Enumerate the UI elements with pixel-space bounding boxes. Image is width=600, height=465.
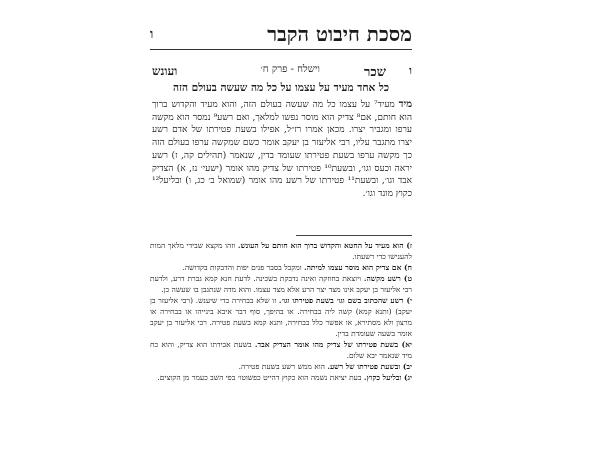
footnote bbox=[150, 372, 412, 383]
siman-number: ו bbox=[409, 64, 412, 77]
main-text-body: מעיד⁷ על עצמו כל מה שעשה בעולם הזה, והוא מעיד והקדוש ברוך הוא חותם, אם⁸ צדיק הוא מוסר נפשו למלאך, ואם רשע⁹ נמסר הוא מקשה ערפו ומגביר יצרו. מכאן אמרו רז״ל, אפילו בשעת פטירתו של אדם רשע יצרו מתגבר עליו, רבי אליעזר בן יעקב אומר כשם שמקשה ערפו בעולם הזה כך מקשה ערפו בשעת פטירתו שעומד בדין, שנאמר (תהילים קה, ז) רשע יראה וכעס וגו׳, ובשעת¹⁰ פטירתו של צדיק מהו אומר (ישעי׳ נז, א) הצדיק אבד וגו׳, ובשעת¹¹ פטירתו של רשע מהו אומר (שמואל ב׳ כג, ו) ובליעל¹² כקוץ מונד וגו׳. bbox=[152, 100, 413, 199]
page-title: מסכת חיבוט הקבר bbox=[267, 22, 412, 46]
footnotes bbox=[150, 240, 412, 383]
footnote bbox=[150, 361, 412, 372]
footnote-text: הוא ממש רשע בשעת פטירה. bbox=[238, 362, 328, 371]
chapter-title: כל אחד מעיד על עצמו על כל מה שעשה בעולם הזה bbox=[173, 82, 389, 94]
footnote bbox=[150, 273, 412, 295]
source-reference: וישלח - פרק ח׳ bbox=[260, 64, 320, 75]
footnote-text: בעת יציאת נשמה הוא כקוץ דהייט כפשוטו׳ בפי השב כעמר מן הקוצים. bbox=[157, 373, 364, 382]
page-number: ו bbox=[150, 27, 154, 42]
section-label: שכר bbox=[364, 65, 386, 80]
footnote-text: בשעת אבידתו הוא צדיק, והוא כח מיד שנאמר יבא שלום. bbox=[150, 340, 412, 360]
section-subhead bbox=[152, 64, 412, 82]
section-label-right: ועונש bbox=[152, 64, 178, 78]
main-text-lead: מיד bbox=[398, 99, 413, 110]
footnote-text: ויוצאת בחוזקה ואינה נדבקת בשכינה. לדעת חנא קמא גברת דרע, ולדעת רבי אליעזר בן יעקב אינו מצד יצר הרע אלא מצד עצמו. והוא מדה שנתגבן בו שעשה כן. bbox=[150, 274, 412, 294]
footnote-label: יג) ובליעל כקוץ. bbox=[363, 373, 412, 382]
footnote-text: וזהו מקצא שבידי מלאך המות להענישו כדי רשעתו. bbox=[150, 241, 412, 261]
footnote bbox=[150, 262, 412, 273]
footnote-label: ח) אם צדיק הוא מוסר עצמו למיתה. bbox=[304, 263, 412, 272]
page-header bbox=[150, 22, 412, 48]
header-divider bbox=[150, 49, 412, 50]
footnote-text: ומקבל בסבר פנים יפות והדבקות בקדושה. bbox=[182, 263, 304, 272]
footnote-divider bbox=[296, 235, 412, 236]
footnote-label: יא) בשעת פטירתו של צדיק מהו אומר הצדיק אבד. bbox=[254, 340, 412, 349]
footnote bbox=[150, 295, 412, 339]
footnote-text: זו שלא בבחירה כדי שיענש. (רבי אליעזר בן יעקב) (ותנא קמא) קשה ליה בבחירה. או בהיפך, סוף דבר איבא בינייהו או בבחירה או מרצון ולא מסתירא, או אפשר כלל בבחירה, ותנא קמא בשעת פטירה. רבי אליעזר בן יעקב אומר בשעה שעומדת בדין. bbox=[150, 296, 412, 338]
footnote-label: י) רשע שהכתוב בשם וגו׳ בשעת פטירתו וגו׳. bbox=[278, 296, 413, 305]
footnote bbox=[150, 240, 412, 262]
main-text bbox=[152, 99, 412, 201]
footnote-label: ז) הוא מעיד על החטא והקדוש ברוך הוא חותם על העונש. bbox=[237, 241, 412, 250]
footnote-label: ט) רשע מקשה. bbox=[363, 274, 412, 283]
footnote bbox=[150, 339, 412, 361]
footnote-label: יב) ובשעת פטירתו של רשע. bbox=[327, 362, 412, 371]
